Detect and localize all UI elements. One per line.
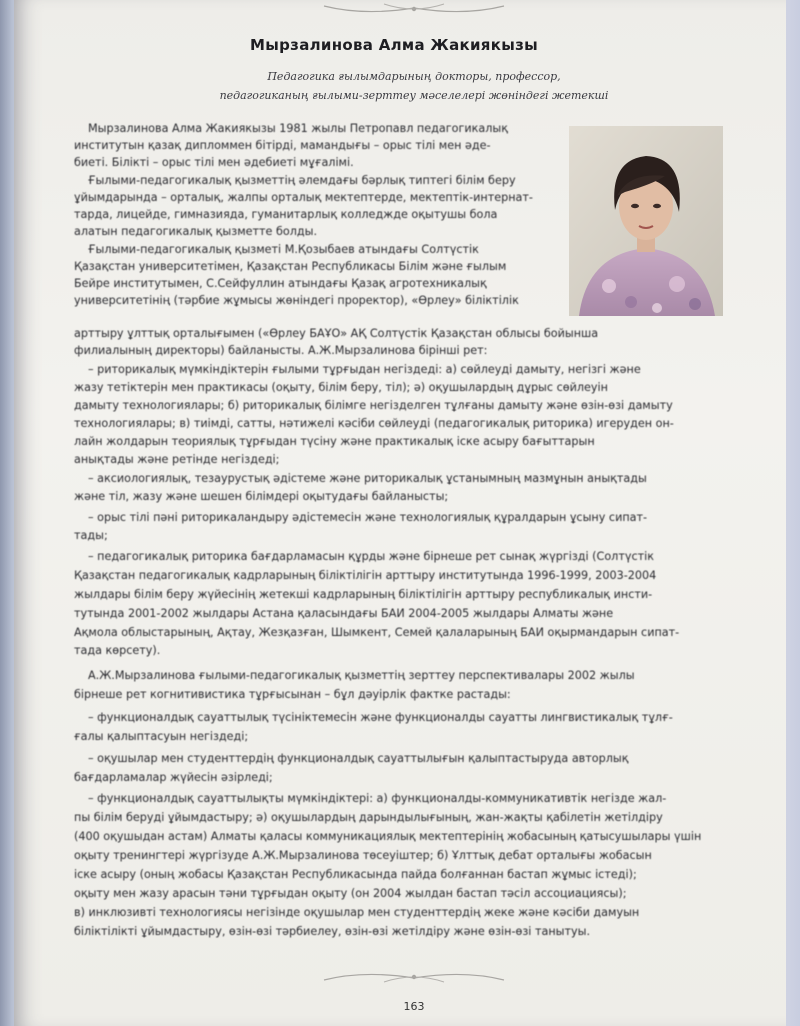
body-line: анықтады және ретінде негіздеді;	[74, 453, 280, 466]
body-line: жылдары білім беру жүйесінің жетекші кадрларының біліктілігін арттыру республикалық инсти-	[74, 588, 653, 601]
body-line: бағдарламалар жүйесін әзірледі;	[74, 771, 273, 784]
body-line: Ғылыми-педагогикалық қызметі М.Қозыбаев атындағы Солтүстік	[88, 243, 479, 256]
body-line: оқыту мен жазу арасын тәни тұрғыдан оқыту (он 2004 жылдан бастап тәсіл ассоциациясы);	[74, 887, 627, 900]
body-line: – функционалдық сауаттылықты мүмкіндіктері: а) функционалды-коммуникативтік негізде жал-	[88, 792, 667, 805]
page-number: 163	[403, 1000, 425, 1013]
body-line: ғалы қалыптасуын негіздеді;	[74, 730, 249, 743]
body-line: Ақмола облыстарының, Ақтау, Жезқазған, Шымкент, Семей қалаларының БАИ оқырмандарын сипат-	[74, 626, 680, 639]
body-line: бірнеше рет когнитивистика тұрғысынан – бұл дәуірлік фактке растады:	[74, 688, 511, 701]
bottom-ornament-icon	[314, 968, 514, 986]
body-line: биеті. Білікті – орыс тілі мен әдебиеті мұғалімі.	[74, 156, 354, 169]
body-line: іске асыру (оның жобасы Қазақстан Республикасында пайда болғаннан бастап жұмыс істеді);	[74, 868, 637, 881]
body-line: тада көрсету).	[74, 644, 161, 657]
body-line: лайн жолдарын теориялық тұрғыдан түсіну және практикалық іске асыру бағыттарын	[74, 435, 595, 448]
page-title: Мырзалинова Алма Жакиякызы	[250, 36, 538, 54]
body-line: ұйымдарында – орталық, жалпы орталық мектептерде, мектептік-интернат-	[74, 191, 533, 204]
book-page	[14, 0, 786, 1026]
body-line: тутында 2001-2002 жылдары Астана қаласындағы БАИ 2004-2005 жылдары Алматы және	[74, 607, 614, 620]
body-line: – оқушылар мен студенттердің функционалдық сауаттылығын қалыптастыруда авторлық	[88, 752, 629, 765]
body-line: жазу тетіктерін мен практикасы (оқыту, білім беру, тіл); ә) оқушылардың дұрыс сөйлеуін	[74, 381, 608, 394]
body-line: филиалының директоры) байланысты. А.Ж.Мырзалинова бірінші рет:	[74, 344, 488, 357]
body-line: арттыру ұлттық орталығымен («Өрлеу БАҰО» АҚ Солтүстік Қазақстан облысы бойынша	[74, 327, 599, 340]
subtitle-line-1: Педагогика ғылымдарының докторы, профессор,	[267, 70, 561, 83]
article-body	[74, 122, 739, 952]
body-line: Қазақстан университетімен, Қазақстан Республикасы Білім және ғылым	[74, 260, 507, 273]
body-line: алатын педагогикалық қызметте болды.	[74, 225, 318, 238]
subtitle-line-2: педагогиканың ғылыми-зерттеу мәселелері жөніндегі жетекші	[219, 89, 609, 102]
body-line: в) инклюзивті технологиясы негізінде оқушылар мен студенттердің жеке және кәсіби дамуын	[74, 906, 640, 919]
body-line: Қазақстан педагогикалық кадрларының біліктілігін арттыру институтында 1996-1999, 2003-2004	[74, 569, 657, 582]
body-line: тады;	[74, 529, 108, 542]
body-line: оқыту тренингтері жүргізуде А.Ж.Мырзалинова төсеуіштер; б) Ұлттық дебат орталығы жобасын	[74, 849, 652, 862]
body-line: технологиялары; в) тиімді, сатты, нәтижелі кәсіби сөйлеуді (педагогикалық риторика) игеруден он-	[74, 417, 674, 430]
body-line: (400 оқушыдан астам) Алматы қаласы коммуникациялық мектептерінің жобасының қатысушылары үшін	[74, 830, 702, 843]
body-line: институтын қазақ дипломмен бітірді, мамандығы – орыс тілі мен әде-	[74, 139, 491, 152]
body-line: университетінің (тәрбие жұмысы жөніндегі проректор), «Өрлеу» біліктілік	[74, 294, 519, 307]
body-line: А.Ж.Мырзалинова ғылыми-педагогикалық қызметтің зерттеу перспективалары 2002 жылы	[88, 669, 635, 682]
body-line: дамыту технологиялары; б) риторикалық білімге негізделген тұлғаны дамыту және өзін-өзі дамыту	[74, 399, 673, 412]
body-line: Мырзалинова Алма Жакиякызы 1981 жылы Петропавл педагогикалық	[88, 122, 508, 135]
body-line: Бейре институтымен, С.Сейфуллин атындағы Қазақ агротехникалық	[74, 277, 487, 290]
body-line: пы білім беруді ұйымдастыру; ә) оқушылардың дарындылығының, жан-жақты қабілетін жетілдіру	[74, 811, 663, 824]
body-line: тарда, лицейде, гимназияда, гуманитарлық колледжде оқытушы бола	[74, 208, 498, 221]
body-line: – орыс тілі пәні риторикаландыру әдістемесін және технологиялық құралдарын ұсыну сипат-	[88, 511, 648, 524]
body-line: – риторикалық мүмкіндіктерін ғылыми тұрғыдан негіздеді: а) сөйлеуді дамыту, негізгі және	[88, 363, 641, 376]
body-line: – педагогикалық риторика бағдарламасын құрды және бірнеше рет сынақ жүргізді (Солтүстік	[88, 550, 655, 563]
body-line: біліктілікті ұйымдастыру, өзін-өзі тәрбиелеу, өзін-өзі жетілдіру және өзін-өзі танытуы.	[74, 925, 591, 938]
body-line: – функционалдық сауаттылық түсініктемесін және функционалды сауатты лингвистикалық тұлғ-	[88, 711, 673, 724]
top-ornament-icon	[314, 0, 514, 18]
body-line: – аксиологиялық, тезаурустық әдістеме және риторикалық ұстанымның мазмұнын анықтады	[88, 472, 647, 485]
body-line: және тіл, жазу және шешен білімдері оқытудағы байланысты;	[74, 490, 449, 503]
body-line: Ғылыми-педагогикалық қызметтің әлемдағы бәрлық типтегі білім беру	[88, 174, 516, 187]
